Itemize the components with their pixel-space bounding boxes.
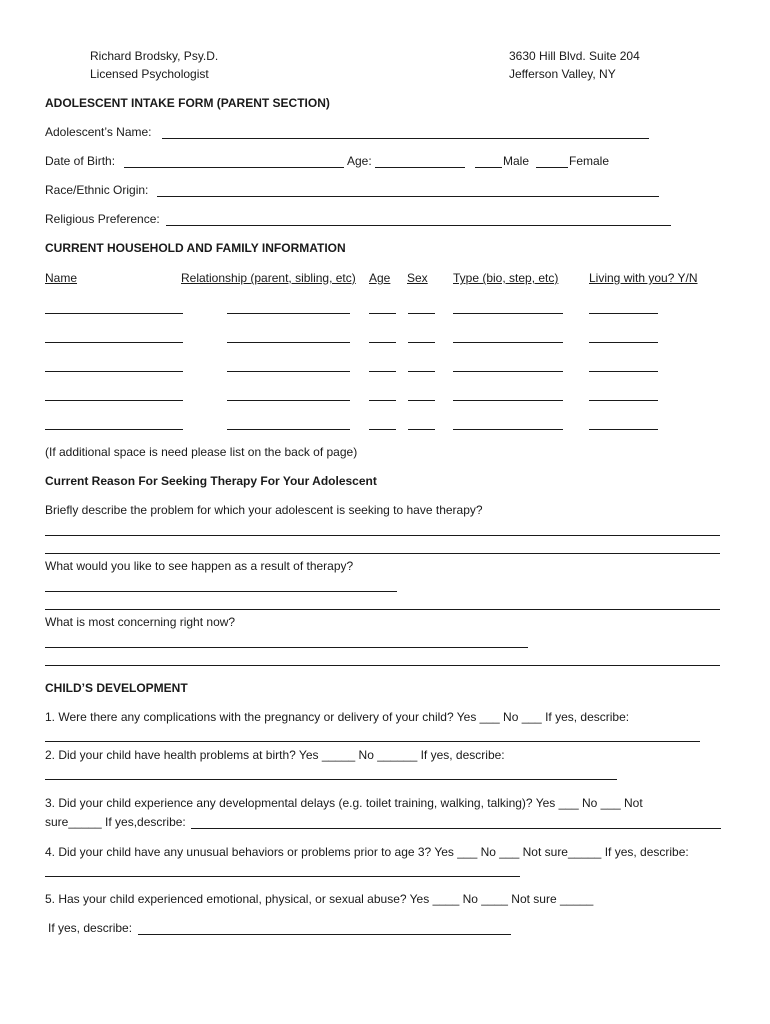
row-relationship-field[interactable] bbox=[227, 429, 350, 430]
household-heading: CURRENT HOUSEHOLD AND FAMILY INFORMATION bbox=[45, 241, 346, 255]
reason-q2-line-1[interactable] bbox=[45, 591, 397, 592]
reason-q1: Briefly describe the problem for which your adolescent is seeking to have therapy? bbox=[45, 503, 483, 517]
development-q5: 5. Has your child experienced emotional, physical, or sexual abuse? Yes ____ No ____ Not sure _____ bbox=[45, 892, 594, 906]
row-name-field[interactable] bbox=[45, 429, 183, 430]
row-relationship-field[interactable] bbox=[227, 342, 350, 343]
male-label: Male bbox=[503, 154, 530, 168]
row-type-field[interactable] bbox=[453, 313, 563, 314]
row-age-field[interactable] bbox=[369, 400, 396, 401]
male-field[interactable] bbox=[475, 167, 502, 168]
row-relationship-field[interactable] bbox=[227, 400, 350, 401]
row-name-field[interactable] bbox=[45, 371, 183, 372]
household-note: (If additional space is need please list on the back of page) bbox=[45, 445, 358, 459]
row-living-field[interactable] bbox=[589, 429, 658, 430]
row-type-field[interactable] bbox=[453, 400, 563, 401]
row-sex-field[interactable] bbox=[408, 400, 435, 401]
race-field[interactable] bbox=[157, 196, 659, 197]
adolescent-name-field[interactable] bbox=[162, 138, 649, 139]
col-sex: Sex bbox=[407, 271, 428, 285]
row-relationship-field[interactable] bbox=[227, 371, 350, 372]
race-label: Race/Ethnic Origin: bbox=[45, 183, 149, 197]
dob-field[interactable] bbox=[124, 167, 344, 168]
row-name-field[interactable] bbox=[45, 400, 183, 401]
religion-label: Religious Preference: bbox=[45, 212, 160, 226]
development-q4: 4. Did your child have any unusual behaviors or problems prior to age 3? Yes ___ No ___ Not sure_____ If yes, describe: bbox=[45, 845, 689, 859]
row-living-field[interactable] bbox=[589, 342, 658, 343]
reason-q2-line-2[interactable] bbox=[45, 609, 720, 610]
row-sex-field[interactable] bbox=[408, 313, 435, 314]
row-sex-field[interactable] bbox=[408, 342, 435, 343]
col-living: Living with you? Y/N bbox=[589, 271, 698, 285]
row-sex-field[interactable] bbox=[408, 429, 435, 430]
col-type: Type (bio, step, etc) bbox=[453, 271, 559, 285]
row-type-field[interactable] bbox=[453, 429, 563, 430]
row-age-field[interactable] bbox=[369, 429, 396, 430]
address-line-1: 3630 Hill Blvd. Suite 204 bbox=[509, 49, 640, 63]
row-name-field[interactable] bbox=[45, 342, 183, 343]
development-q5-line[interactable] bbox=[138, 934, 511, 935]
row-living-field[interactable] bbox=[589, 400, 658, 401]
adolescent-name-label: Adolescent’s Name: bbox=[45, 125, 152, 139]
female-label: Female bbox=[569, 154, 610, 168]
row-type-field[interactable] bbox=[453, 342, 563, 343]
address-line-2: Jefferson Valley, NY bbox=[509, 67, 616, 81]
reason-q3-line-1[interactable] bbox=[45, 647, 528, 648]
row-name-field[interactable] bbox=[45, 313, 183, 314]
development-q3: 3. Did your child experience any developmental delays (e.g. toilet training, walking, talking)? Yes ___ No ___ Not bbox=[45, 796, 643, 810]
development-q3-continued: sure_____ If yes,describe: bbox=[45, 815, 186, 829]
reason-q3-line-2[interactable] bbox=[45, 665, 720, 666]
form-title: ADOLESCENT INTAKE FORM (PARENT SECTION) bbox=[45, 96, 330, 110]
development-q2: 2. Did your child have health problems at birth? Yes _____ No ______ If yes, describe: bbox=[45, 748, 505, 762]
development-q2-line[interactable] bbox=[45, 779, 617, 780]
dob-label: Date of Birth: bbox=[45, 154, 116, 168]
development-heading: CHILD’S DEVELOPMENT bbox=[45, 681, 188, 695]
col-age: Age bbox=[369, 271, 391, 285]
reason-q1-line-1[interactable] bbox=[45, 535, 720, 536]
reason-heading: Current Reason For Seeking Therapy For Your Adolescent bbox=[45, 474, 377, 488]
development-q1: 1. Were there any complications with the pregnancy or delivery of your child? Yes ___ No ___ If yes, describe: bbox=[45, 710, 630, 724]
provider-title: Licensed Psychologist bbox=[90, 67, 209, 81]
row-living-field[interactable] bbox=[589, 313, 658, 314]
row-living-field[interactable] bbox=[589, 371, 658, 372]
row-age-field[interactable] bbox=[369, 371, 396, 372]
provider-name: Richard Brodsky, Psy.D. bbox=[90, 49, 219, 63]
age-label: Age: bbox=[347, 154, 372, 168]
row-sex-field[interactable] bbox=[408, 371, 435, 372]
female-field[interactable] bbox=[536, 167, 568, 168]
row-age-field[interactable] bbox=[369, 342, 396, 343]
religion-field[interactable] bbox=[166, 225, 671, 226]
col-relationship: Relationship (parent, sibling, etc) bbox=[181, 271, 356, 285]
development-q1-line[interactable] bbox=[45, 741, 700, 742]
development-q3-line[interactable] bbox=[191, 828, 721, 829]
age-field[interactable] bbox=[375, 167, 465, 168]
reason-q2: What would you like to see happen as a result of therapy? bbox=[45, 559, 354, 573]
row-type-field[interactable] bbox=[453, 371, 563, 372]
col-name: Name bbox=[45, 271, 78, 285]
row-age-field[interactable] bbox=[369, 313, 396, 314]
reason-q1-line-2[interactable] bbox=[45, 553, 720, 554]
development-q4-line[interactable] bbox=[45, 876, 520, 877]
row-relationship-field[interactable] bbox=[227, 313, 350, 314]
reason-q3: What is most concerning right now? bbox=[45, 615, 236, 629]
development-q5-describe: If yes, describe: bbox=[48, 921, 133, 935]
